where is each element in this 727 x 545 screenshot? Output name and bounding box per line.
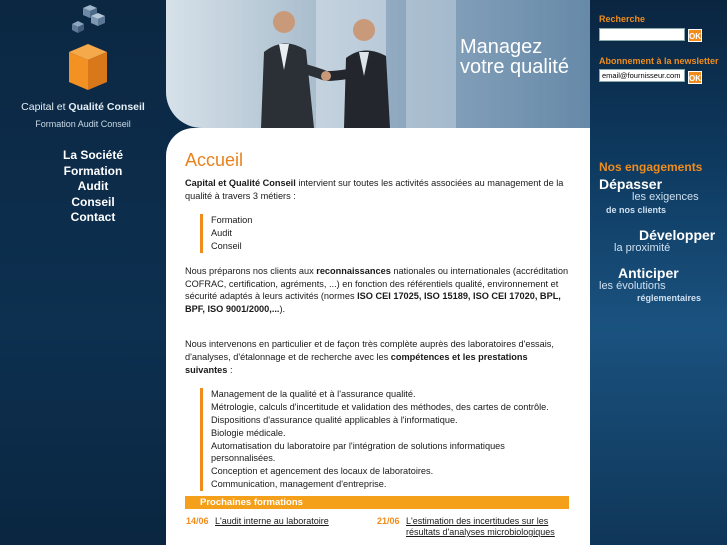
list-item: Management de la qualité et à l'assurance qualité. <box>211 389 416 400</box>
page-title: Accueil <box>185 150 244 170</box>
nav-formation[interactable]: Formation <box>63 163 123 178</box>
engagement-depasser-sub2: de nos clients <box>606 205 667 215</box>
prestations-list <box>200 388 571 490</box>
list-item: Audit <box>211 228 232 239</box>
banner-slogan-line2: votre qualité <box>460 56 569 78</box>
company-logo[interactable] <box>0 0 166 135</box>
company-name-part2: Qualité Conseil <box>68 101 145 113</box>
main-nav <box>0 148 186 226</box>
list-item: Dispositions d'assurance qualité applicables à l'informatique. <box>211 414 458 425</box>
company-name-part1: Capital et <box>21 101 69 113</box>
formation-date: 21/06 <box>377 516 400 526</box>
right-sidebar <box>590 0 727 545</box>
text: ). <box>279 304 286 315</box>
metiers-list <box>200 214 571 252</box>
norms-bold: ISO CEI 17025, ISO 15189, ISO CEI 17020, BPL, BPF, ISO 9001/2000,... <box>185 291 561 315</box>
list-item: Formation <box>211 215 253 226</box>
formation-link[interactable]: L'estimation des incertitudes sur les résultats d'analyses microbiologiques <box>406 516 555 537</box>
list-item: Conseil <box>211 240 242 251</box>
list-item: Automatisation du laboratoire par l'intégration de solutions informatiques personnalisées. <box>211 440 505 464</box>
intro-text: intervient sur toutes les activités associées au management de la qualité à travers 3 métiers : <box>185 177 564 201</box>
list-item: Biologie médicale. <box>211 427 286 438</box>
text: Nous préparons nos clients aux <box>185 265 317 276</box>
newsletter-ok-button[interactable]: OK <box>688 71 702 84</box>
competences-paragraph <box>185 338 571 376</box>
main-content <box>166 128 590 545</box>
nav-la-societe[interactable]: La Société <box>62 148 124 162</box>
search-label: Recherche <box>599 14 646 24</box>
list-item: Conception et agencement des locaux de laboratoires. <box>211 466 434 477</box>
engagement-developper: Développer <box>639 227 716 243</box>
intro-paragraph <box>185 177 571 203</box>
text-bold: compétences et les prestations suivantes <box>185 351 528 375</box>
engagement-anticiper-sub: les évolutions <box>599 280 666 292</box>
formation-link[interactable]: L'audit interne au laboratoire <box>215 516 329 526</box>
newsletter-email-input[interactable] <box>599 69 685 82</box>
formations-header: Prochaines formations <box>185 496 569 509</box>
engagement-anticiper: Anticiper <box>618 265 679 281</box>
company-tagline: Formation Audit Conseil <box>35 119 131 129</box>
banner-slogan-line1: Managez <box>460 36 543 58</box>
banner <box>166 0 590 128</box>
engagement-developper-sub: la proximité <box>614 242 671 254</box>
banner-slogan <box>460 37 569 77</box>
left-column <box>0 0 166 545</box>
company-name <box>0 101 166 113</box>
reconnaissances-paragraph <box>185 265 571 316</box>
newsletter-label: Abonnement à la newsletter <box>599 56 719 66</box>
text: nationales ou internationales (accréditation COFRAC, certification, agréments, ...) en fonction des référentiels qualité, environnement et sécurité adaptés à leurs activités (normes <box>185 265 569 302</box>
search-input[interactable] <box>599 28 685 41</box>
nav-audit[interactable]: Audit <box>77 179 109 193</box>
engagements-title: Nos engagements <box>599 160 703 174</box>
nav-conseil[interactable]: Conseil <box>71 194 115 209</box>
list-item: Communication, management d'entreprise. <box>211 478 387 489</box>
search-ok-button[interactable]: OK <box>688 29 702 42</box>
engagement-depasser-sub: les exigences <box>632 191 699 203</box>
intro-bold: Capital et Qualité Conseil <box>185 177 296 188</box>
nav-contact[interactable]: Contact <box>70 210 116 224</box>
formation-date: 14/06 <box>186 516 209 526</box>
text-bold: reconnaissances <box>316 265 391 276</box>
list-item: Métrologie, calculs d'incertitude et validation des méthodes, des cartes de contrôle. <box>211 402 549 413</box>
text: : <box>227 364 233 375</box>
text: Nous intervenons en particulier et de façon très complète auprès des laboratoires d'essais, d'analyses, d'étalonnage et de recherche avec les <box>185 338 554 362</box>
engagement-depasser: Dépasser <box>599 176 663 192</box>
engagement-anticiper-sub2: réglementaires <box>637 293 702 303</box>
